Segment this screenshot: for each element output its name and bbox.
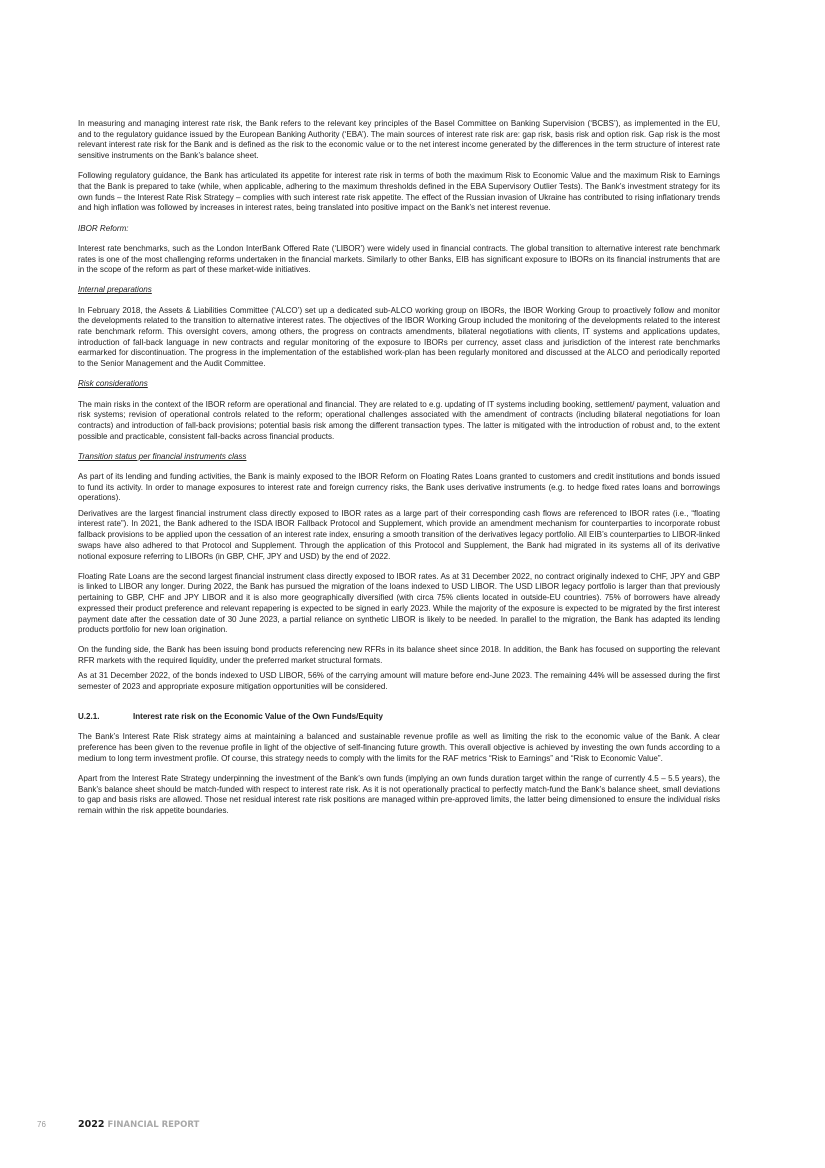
page-footer	[37, 1119, 199, 1130]
paragraph-floating-rate-loans: Floating Rate Loans are the second largest financial instrument class directly exposed to IBOR rates. As at 31 December 2022, no contract originally indexed to CHF, JPY and GBP is linked to LIBOR any longer. During 2022, the Bank has pursued the migration of the loans indexed to USD LIBOR. The USD LIBOR legacy portfolio is larger than that previously pertaining to GBP, CHF and JPY LIBOR and it is also more geographically diversified (with circa 75% clients located in outside-EU countries). 75% of borrowers have already expressed their product preference and relevant repapering is expected to be signed in early 2023. While the majority of the exposure is expected to be migrated by the first interest payment date after the cessation date of 30 June 2023, a partial reliance on synthetic LIBOR is likely to be needed. In parallel to the migration, the Bank has adapted its lending products portfolio for new loan origination.	[78, 571, 720, 635]
paragraph-interest-rate-benchmarks: Interest rate benchmarks, such as the London InterBank Offered Rate (‘LIBOR’) were widely used in financial contracts. The global transition to alternative interest rate benchmark rates is one of the most challenging reforms undertaken in the financial markets. Similarly to other Banks, EIB has significant exposure to IBORs on its financial instruments that are in the scope of the reform as part of these market-wide initiatives.	[78, 243, 720, 275]
section-number: U.2.1.	[78, 711, 100, 721]
paragraph-usd-libor-bonds: As at 31 December 2022, of the bonds indexed to USD LIBOR, 56% of the carrying amount will mature before end-June 2023. The remaining 44% will be assessed during the first semester of 2023 and appropriate exposure mitigation opportunities will be considered.	[78, 671, 720, 692]
document-body	[78, 119, 720, 826]
paragraph-match-funding: Apart from the Interest Rate Strategy underpinning the investment of the Bank’s own funds (implying an own funds duration target within the range of currently 4.5 – 5.5 years), the Bank’s balance sheet should be match-funded with respect to interest rate risk. As it is not operationally practical to perfectly match-fund the Bank’s balance sheet, small deviations to gap and basis risks are allowed. Those net residual interest rate risk positions are managed within pre-approved limits, the latter being dimensioned to ensure the individual risks remain within the risk appetite boundaries.	[78, 774, 720, 816]
paragraph-risk-appetite: Following regulatory guidance, the Bank has articulated its appetite for interest rate risk in terms of both the maximum Risk to Economic Value and the maximum Risk to Earnings that the Bank is prepared to take (while, when applicable, adhering to the maximum thresholds defined in the EBA Supervisory Outlier Tests). The Bank’s investment strategy for its own funds – the Interest Rate Risk Strategy – complies with such interest rate risk appetite. The effect of the Russian invasion of Ukraine has contributed to rising inflationary trends and high inflation was followed by increases in interest rates, being translated into positive impact on the Bank’s net interest revenue.	[78, 171, 720, 213]
paragraph-funding-side: On the funding side, the Bank has been issuing bond products referencing new RFRs in its balance sheet since 2018. In addition, the Bank has focused on supporting the relevant RFR markets with the required liquidity, under the preferred market structural formats.	[78, 645, 720, 666]
section-heading	[78, 712, 720, 723]
report-title: FINANCIAL REPORT	[107, 1120, 200, 1130]
paragraph-risk-considerations: The main risks in the context of the IBOR reform are operational and financial. They are related to e.g. updating of IT systems including booking, settlement/ payment, valuation and risk systems; revision of operational controls related to the reform; operational challenges associated with the amendment of contracts (including bilateral negotiations for loan contracts) and introduction of fall-back provisions; potential basis risk among the different transaction types. The latter is mitigated with the introduction of robust and, to the extent possible and practicable, consistent fall-backs across financial products.	[78, 399, 720, 441]
paragraph-internal-preparations: In February 2018, the Assets & Liabilities Committee (‘ALCO’) set up a dedicated sub-ALCO working group on IBORs, the IBOR Working Group to proactively follow and monitor the developments related to the transition to alternative interest rates. The objectives of the IBOR Working Group included the monitoring of the developments related to the interest rate benchmark reform. This oversight covers, among others, the progress on contracts amendments, bilateral negotiations with clients, IT systems and applications updates, introduction of fall-back language in new contracts and regular monitoring of the exposure to IBORs per currency, asset class and jurisdiction of the interest rate benchmarks earmarked for discontinuation. The progress in the implementation of the established work-plan has been regularly monitored and discussed at the ALCO and periodically reported to the Senior Management and the Audit Committee.	[78, 305, 720, 369]
paragraph-lending-funding: As part of its lending and funding activities, the Bank is mainly exposed to the IBOR Reform on Floating Rates Loans granted to customers and credit institutions and bonds issued to fund its activity. In order to manage exposures to interest rate and foreign currency risks, the Bank uses derivative instruments (e.g. to hedge fixed rates loans and borrowings operations).	[78, 472, 720, 503]
report-year: 2022	[78, 1119, 105, 1130]
section-title: Interest rate risk on the Economic Value of the Own Funds/Equity	[133, 711, 383, 721]
paragraph-irr-strategy: The Bank’s Interest Rate Risk strategy aims at maintaining a balanced and sustainable revenue profile as well as limiting the risk to the economic value of the Bank. A clear preference has been given to the revenue profile in light of the objective of self-financing future growth. This overall objective is achieved by investing the own funds according to a medium to long term investment profile. Of course, this strategy needs to comply with the limits for the RAF metrics “Risk to Earnings” and “Risk to Economic Value”.	[78, 732, 720, 763]
subheading-internal-preparations: Internal preparations	[78, 285, 152, 295]
paragraph-derivatives: Derivatives are the largest financial instrument class directly exposed to IBOR rates as a large part of their corresponding cash flows are referenced to IBOR rates (i.e., “floating interest rate”). In 2021, the Bank adhered to the ISDA IBOR Fallback Protocol and Supplement, which provide an amendment mechanism for counterparties to incorporate robust fallback provisions to be applied upon the cessation of an interest rate index, ensuring a smooth transition of the derivatives legacy portfolio. All EIB’s counterparties to LIBOR-linked swaps have also adhered to that Protocol and Supplement. Through the application of this Protocol and Supplement, the Bank had migrated in its systems all of its derivative notional exposure referring to LIBORs (in GBP, CHF, JPY and USD) by the end of 2022.	[78, 508, 720, 561]
page-number: 76	[37, 1120, 46, 1129]
subheading-transition-status: Transition status per financial instruments class	[78, 451, 247, 461]
subheading-risk-considerations: Risk considerations	[78, 379, 148, 389]
ibor-reform-heading: IBOR Reform:	[78, 223, 129, 233]
paragraph-interest-rate-risk-intro: In measuring and managing interest rate risk, the Bank refers to the relevant key principles of the Basel Committee on Banking Supervision (‘BCBS’), as implemented in the EU, and to the regulatory guidance issued by the European Banking Authority (‘EBA’). The main sources of interest rate risk are: gap risk, basis risk and option risk. Gap risk is the most relevant interest rate risk for the Bank and is defined as the risk to the economic value or to the net interest income generated by the differences in the term structure of interest rate sensitive instruments on the Bank’s balance sheet.	[78, 119, 720, 161]
